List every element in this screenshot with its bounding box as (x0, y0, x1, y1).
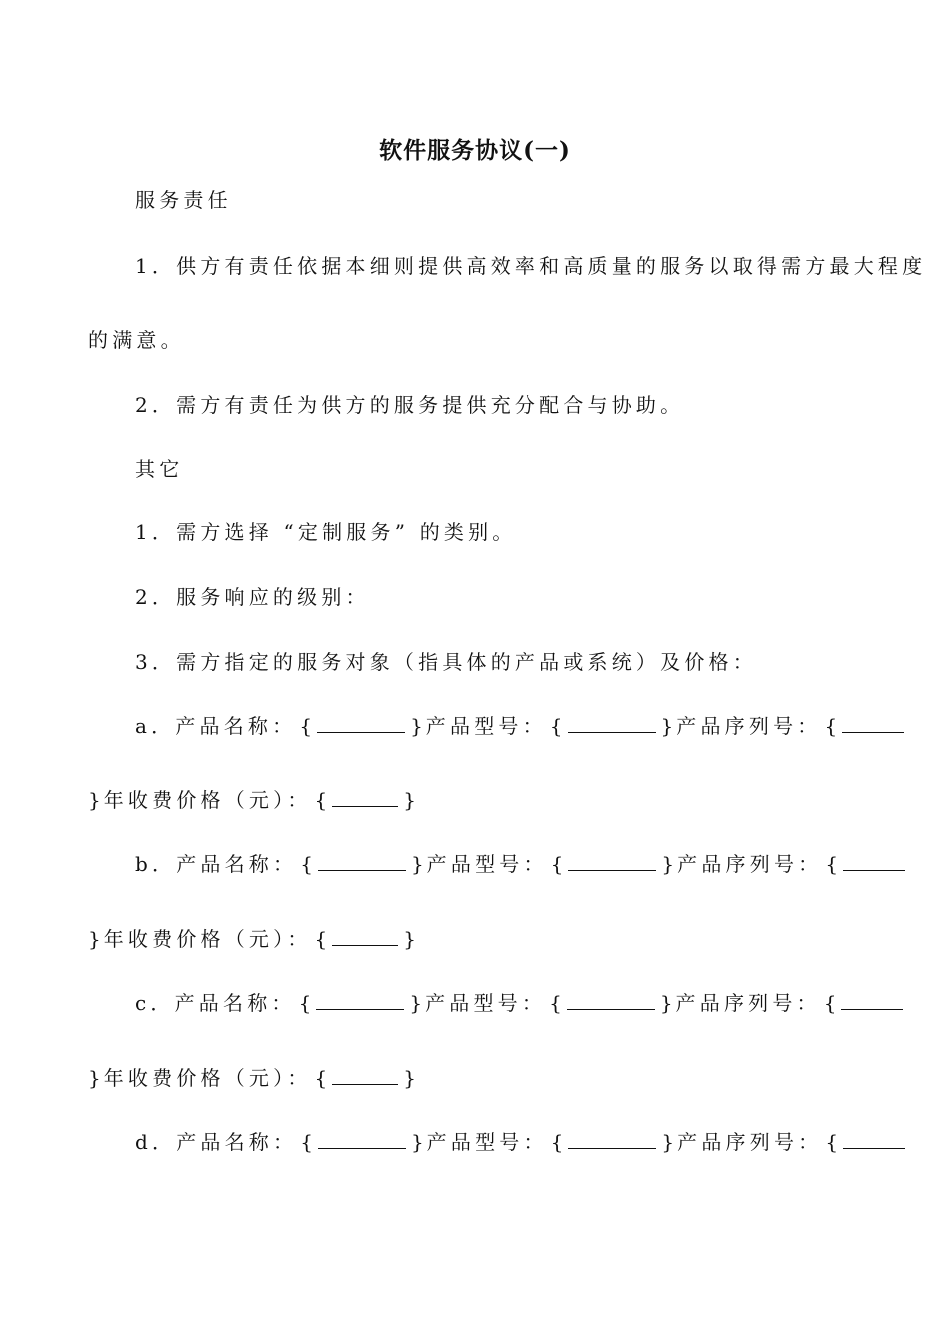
brace-close: } (88, 788, 101, 812)
brace-open: { (825, 852, 839, 876)
brace-open: { (314, 927, 328, 951)
product-model-blank[interactable] (567, 992, 655, 1010)
brace-close: } (661, 1130, 675, 1154)
product-serial-label: 产品序列号： (677, 1130, 823, 1154)
product-price-blank[interactable] (332, 789, 398, 807)
brace-close: } (403, 927, 417, 951)
brace-open: { (298, 991, 312, 1015)
other-item-1: 1．需方选择 “定制服务” 的类别。 (135, 520, 517, 544)
product-serial-label: 产品序列号： (676, 714, 822, 738)
document-title: 软件服务协议(一) (379, 137, 571, 164)
brace-close: } (88, 1066, 101, 1090)
product-name-label: 产品名称： (176, 852, 298, 876)
brace-close: } (660, 714, 674, 738)
product-prefix: d． (135, 1130, 177, 1154)
product-serial-blank[interactable] (842, 715, 904, 733)
brace-close: } (661, 852, 675, 876)
section-heading-other: 其它 (135, 457, 184, 481)
brace-open: { (823, 991, 837, 1015)
product-price-label: 年收费价格（元）： (103, 1066, 312, 1090)
product-price-label: 年收费价格（元）： (103, 788, 312, 812)
product-model-label: 产品型号： (426, 1130, 548, 1154)
product-price-blank[interactable] (332, 1067, 398, 1085)
brace-open: { (549, 714, 563, 738)
product-prefix: b． (135, 852, 177, 876)
product-name-blank[interactable] (316, 992, 404, 1010)
product-name-blank[interactable] (318, 1131, 406, 1149)
product-prefix: a． (135, 714, 176, 738)
brace-close: } (410, 852, 424, 876)
product-model-blank[interactable] (568, 715, 656, 733)
product-model-blank[interactable] (568, 1131, 656, 1149)
brace-open: { (314, 1066, 328, 1090)
product-serial-label: 产品序列号： (677, 852, 823, 876)
service-item-1-line-2: 的满意。 (88, 328, 185, 352)
product-row-c-price (88, 1066, 419, 1090)
product-serial-label: 产品序列号： (675, 991, 821, 1015)
section-heading-service: 服务责任 (135, 188, 232, 212)
brace-open: { (314, 788, 328, 812)
product-name-blank[interactable] (317, 715, 405, 733)
product-row-b-price (88, 927, 419, 951)
brace-open: { (299, 714, 313, 738)
product-serial-blank[interactable] (843, 853, 905, 871)
brace-open: { (825, 1130, 839, 1154)
brace-close: } (409, 991, 423, 1015)
other-item-3: 3．需方指定的服务对象（指具体的产品或系统）及价格： (135, 650, 757, 674)
product-model-label: 产品型号： (425, 714, 547, 738)
brace-open: { (550, 852, 564, 876)
brace-close: } (403, 1066, 417, 1090)
product-serial-blank[interactable] (841, 992, 903, 1010)
product-price-blank[interactable] (332, 928, 398, 946)
product-model-blank[interactable] (568, 853, 656, 871)
product-name-label: 产品名称： (175, 714, 297, 738)
product-row-c (135, 991, 905, 1015)
other-item-2: 2．服务响应的级别： (135, 585, 370, 609)
product-serial-blank[interactable] (843, 1131, 905, 1149)
brace-close: } (88, 927, 101, 951)
brace-open: { (300, 852, 313, 876)
product-row-a-price (88, 788, 419, 812)
service-item-2: 2．需方有责任为供方的服务提供充分配合与协助。 (135, 393, 685, 417)
brace-open: { (550, 1130, 564, 1154)
product-price-label: 年收费价格（元）： (103, 927, 312, 951)
product-name-label: 产品名称： (176, 1130, 298, 1154)
brace-open: { (300, 1130, 313, 1154)
brace-open: { (824, 714, 838, 738)
product-name-blank[interactable] (318, 853, 406, 871)
product-model-label: 产品型号： (426, 852, 548, 876)
brace-open: { (549, 991, 562, 1015)
brace-close: } (410, 1130, 424, 1154)
product-row-b (135, 852, 907, 876)
brace-close: } (410, 714, 423, 738)
brace-close: } (403, 788, 417, 812)
service-item-1-line-1: 1．供方有责任依据本细则提供高效率和高质量的服务以取得需方最大程度 (135, 254, 927, 278)
product-prefix: c． (135, 991, 175, 1015)
product-model-label: 产品型号： (425, 991, 547, 1015)
brace-close: } (659, 991, 673, 1015)
product-name-label: 产品名称： (174, 991, 296, 1015)
product-row-a (135, 714, 906, 738)
product-row-d (135, 1130, 907, 1154)
